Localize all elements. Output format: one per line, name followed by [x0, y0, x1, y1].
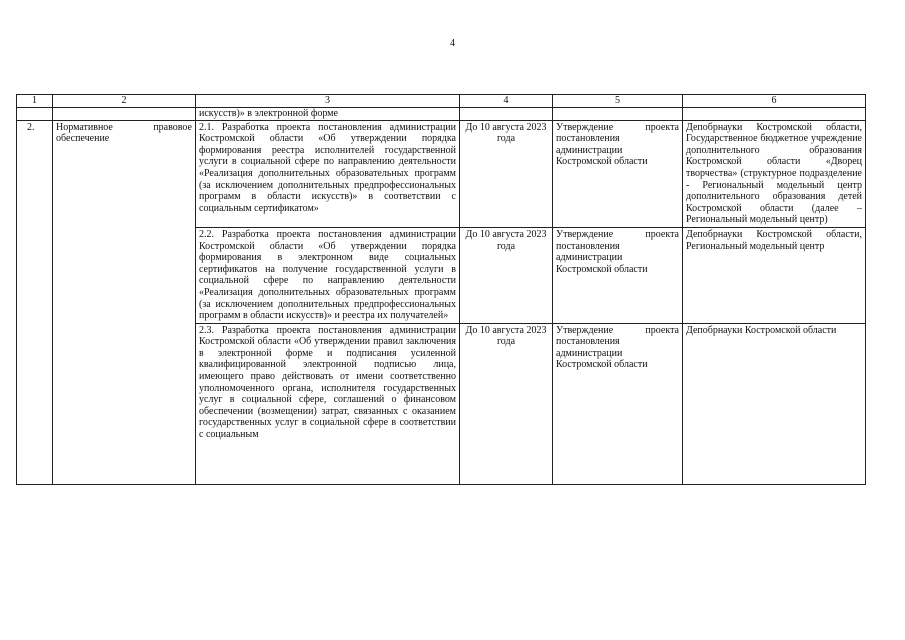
section-number: 2.: [17, 120, 53, 484]
column-header-5: 5: [553, 95, 683, 108]
table-header-row: [17, 95, 866, 108]
responsible-text: Депобрнауки Костромской области, Региональный модельный центр: [683, 227, 866, 323]
column-header-4: 4: [460, 95, 553, 108]
responsible-text: Депобрнауки Костромской области, Государственное бюджетное учреждение дополнительного образования Костромской области «Дворец творчества» (структурное подразделение - Региональный модельный центр дополнительного образования детей Костромской области (далее – Региональный модельный центр): [683, 120, 866, 227]
task-text: 2.3. Разработка проекта постановления администрации Костромской области «Об утверждении правил заключения в электронной форме и подписания усиленной квалифицированной электронной подписью лица, имеющего право действовать от имени соответственно уполномоченного органа, исполнителя государственных услуг в социальной сфере, соглашений о финансовом обеспечении (возмещении) затрат, связанных с оказанием государственных услуг в социальной сфере в соответствии с социальным: [196, 323, 460, 484]
responsible-text: Депобрнауки Костромской области: [683, 323, 866, 484]
task-text: 2.2. Разработка проекта постановления администрации Костромской области «Об утверждении порядка формирования в электронном виде социальных сертификатов на получение государственной услуги в социальной сфере по направлению деятельности «Реализация дополнительных образовательных программ (за исключением дополнительных предпрофессиональных программ в области искусств)» и реестра их получателей»: [196, 227, 460, 323]
table-row: [17, 120, 866, 227]
column-header-2: 2: [53, 95, 196, 108]
page-number: 4: [450, 38, 455, 49]
column-header-1: 1: [17, 95, 53, 108]
task-text: 2.1. Разработка проекта постановления администрации Костромской области «Об утверждении порядка формирования реестра исполнителей государственной услуги в социальной сфере по направлению деятельности «Реализация дополнительных образовательных программ (за исключением дополнительных предпрофессиональных программ в области искусств)» в соответствии с социальным сертификатом»: [196, 120, 460, 227]
column-header-6: 6: [683, 95, 866, 108]
column-header-3: 3: [196, 95, 460, 108]
result-text: Утверждение проекта постановления администрации Костромской области: [553, 120, 683, 227]
deadline-text: До 10 августа 2023 года: [460, 227, 553, 323]
deadline-text: До 10 августа 2023 года: [460, 323, 553, 484]
plan-table: [16, 94, 866, 485]
section-name: Нормативное правовое обеспечение: [53, 120, 196, 484]
continuation-text: искусств)» в электронной форме: [196, 107, 460, 120]
deadline-text: До 10 августа 2023 года: [460, 120, 553, 227]
result-text: Утверждение проекта постановления администрации Костромской области: [553, 227, 683, 323]
result-text: Утверждение проекта постановления администрации Костромской области: [553, 323, 683, 484]
continuation-row: [17, 107, 866, 120]
